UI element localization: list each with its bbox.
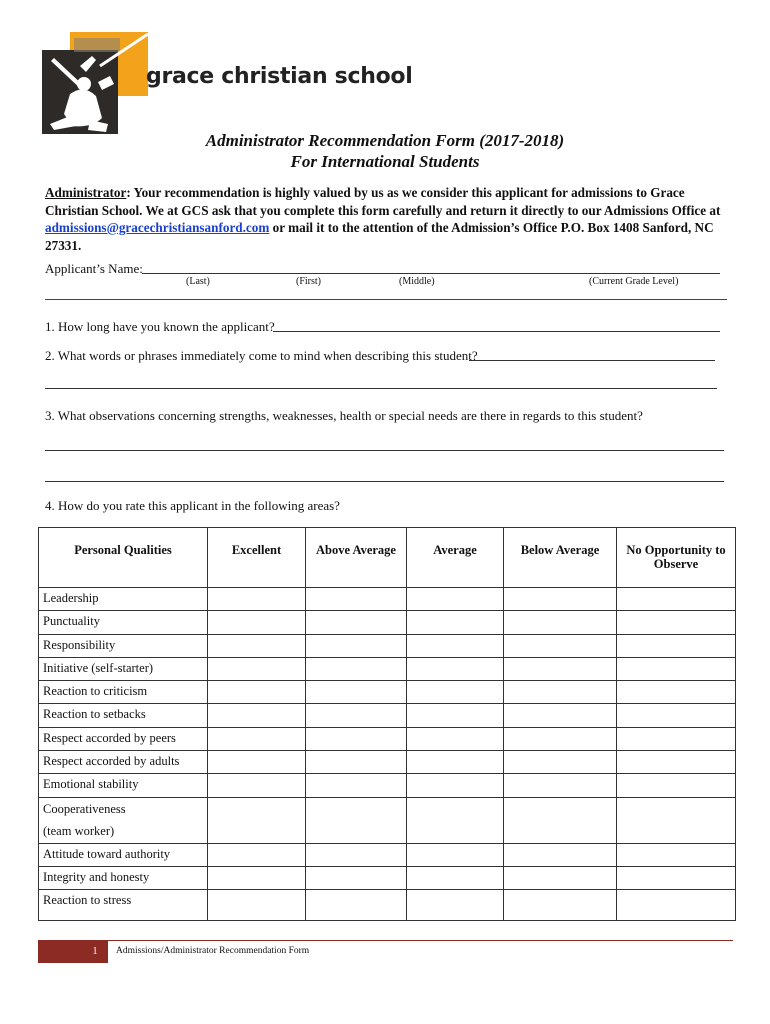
- rating-cell[interactable]: [504, 657, 617, 680]
- table-row: [39, 611, 736, 634]
- cooperativeness-label: Cooperativeness: [43, 801, 126, 816]
- rating-cell[interactable]: [407, 890, 504, 921]
- rating-cell[interactable]: [306, 843, 407, 866]
- quality-label: Punctuality: [39, 611, 208, 634]
- grade-level-caption: (Current Grade Level): [589, 276, 679, 287]
- intro-paragraph: [45, 184, 725, 254]
- table-header-row: [39, 528, 736, 588]
- applicant-name-label: Applicant’s Name:: [45, 261, 143, 276]
- rating-cell[interactable]: [617, 681, 736, 704]
- question-2: 2. What words or phrases immediately come to mind when describing this student?: [45, 348, 478, 363]
- footer-text: Admissions/Administrator Recommendation Form: [116, 946, 310, 956]
- rating-cell[interactable]: [504, 890, 617, 921]
- table-row: [39, 657, 736, 680]
- admissions-email-link[interactable]: admissions@gracechristiansanford.com: [45, 220, 270, 235]
- rating-cell[interactable]: [407, 634, 504, 657]
- table-row: [39, 866, 736, 889]
- quality-label: Emotional stability: [39, 774, 208, 797]
- rating-cell[interactable]: [306, 866, 407, 889]
- last-name-caption: (Last): [186, 276, 210, 287]
- first-name-caption: (First): [296, 276, 321, 287]
- middle-name-caption: (Middle): [399, 276, 435, 287]
- table-row: [39, 634, 736, 657]
- school-name: grace christian school: [146, 64, 413, 89]
- question-3-answer-line-1[interactable]: [45, 450, 724, 451]
- rating-cell[interactable]: [617, 588, 736, 611]
- rating-cell[interactable]: [208, 843, 306, 866]
- question-4: 4. How do you rate this applicant in the following areas?: [45, 498, 340, 513]
- rating-cell[interactable]: [617, 704, 736, 727]
- rating-cell[interactable]: [504, 751, 617, 774]
- rating-cell[interactable]: [617, 843, 736, 866]
- rating-cell[interactable]: [504, 611, 617, 634]
- rating-cell[interactable]: [306, 704, 407, 727]
- question-2-answer-line-2[interactable]: [45, 388, 717, 389]
- form-subtitle: For International Students: [290, 152, 480, 171]
- rating-cell[interactable]: [407, 588, 504, 611]
- rating-cell[interactable]: [407, 843, 504, 866]
- quality-label: Respect accorded by peers: [39, 727, 208, 750]
- rating-cell[interactable]: [617, 634, 736, 657]
- footer-rule: [38, 940, 733, 941]
- header-personal-qualities: Personal Qualities: [39, 528, 208, 588]
- rating-cell[interactable]: [407, 657, 504, 680]
- rating-cell[interactable]: [208, 704, 306, 727]
- rating-cell[interactable]: [306, 681, 407, 704]
- header-no-opportunity: No Opportunity to Observe: [617, 528, 736, 588]
- quality-label: Initiative (self-starter): [39, 657, 208, 680]
- quality-label: Integrity and honesty: [39, 866, 208, 889]
- rating-cell[interactable]: [504, 866, 617, 889]
- rating-cell[interactable]: [504, 727, 617, 750]
- rating-cell[interactable]: [504, 588, 617, 611]
- page-number-box: [38, 941, 108, 963]
- rating-cell[interactable]: [208, 611, 306, 634]
- rating-cell[interactable]: [208, 866, 306, 889]
- rating-cell[interactable]: [617, 751, 736, 774]
- rating-cell[interactable]: [306, 611, 407, 634]
- rating-cell[interactable]: [617, 727, 736, 750]
- header-excellent: Excellent: [208, 528, 306, 588]
- quality-label: Attitude toward authority: [39, 843, 208, 866]
- rating-cell[interactable]: [306, 797, 407, 843]
- section-divider: [45, 299, 727, 300]
- question-2-answer-line[interactable]: [469, 360, 715, 361]
- rating-cell[interactable]: [617, 866, 736, 889]
- rating-cell[interactable]: [208, 751, 306, 774]
- intro-text-1: : Your recommendation is highly valued by us as we consider this applicant for admissions to Grace Christian School. We at GCS ask that you complete this form carefully and return it directly to our Admissions Office at: [45, 185, 721, 218]
- rating-cell[interactable]: [208, 588, 306, 611]
- rating-cell[interactable]: [208, 657, 306, 680]
- form-title: Administrator Recommendation Form (2017-2018): [205, 131, 565, 150]
- cooperativeness-sublabel: (team worker): [43, 823, 115, 838]
- table-row: [39, 588, 736, 611]
- rating-cell[interactable]: [208, 890, 306, 921]
- rating-cell[interactable]: [208, 727, 306, 750]
- header-below-average: Below Average: [504, 528, 617, 588]
- header-above-average: Above Average: [306, 528, 407, 588]
- rating-cell[interactable]: [504, 774, 617, 797]
- table-row: [39, 890, 736, 921]
- rating-cell[interactable]: [306, 774, 407, 797]
- rating-cell[interactable]: [306, 657, 407, 680]
- rating-cell[interactable]: [407, 751, 504, 774]
- table-row: [39, 774, 736, 797]
- intro-text-2: or mail it to the attention of the Admission’s Office P.O. Box 1408 Sanford, NC 27331.: [45, 220, 714, 253]
- rating-cell[interactable]: [306, 890, 407, 921]
- rating-cell[interactable]: [617, 657, 736, 680]
- rating-cell[interactable]: [407, 681, 504, 704]
- quality-label: Respect accorded by adults: [39, 751, 208, 774]
- question-3-answer-line-2[interactable]: [45, 481, 724, 482]
- ratings-table: [38, 527, 736, 921]
- rating-cell[interactable]: [208, 774, 306, 797]
- quality-label: Reaction to criticism: [39, 681, 208, 704]
- rating-cell[interactable]: [504, 681, 617, 704]
- rating-cell[interactable]: [306, 634, 407, 657]
- rating-cell[interactable]: [617, 797, 736, 843]
- rating-cell[interactable]: [504, 797, 617, 843]
- rating-cell[interactable]: [407, 774, 504, 797]
- table-row: [39, 843, 736, 866]
- table-row: [39, 704, 736, 727]
- quality-label: Reaction to setbacks: [39, 704, 208, 727]
- quality-label: Reaction to stress: [39, 890, 208, 921]
- rating-cell[interactable]: [617, 774, 736, 797]
- page-number: 1: [92, 946, 98, 957]
- quality-label: Responsibility: [39, 634, 208, 657]
- rating-cell[interactable]: [208, 634, 306, 657]
- rating-cell[interactable]: [208, 681, 306, 704]
- rating-cell[interactable]: [306, 588, 407, 611]
- rating-cell[interactable]: [504, 704, 617, 727]
- rating-cell[interactable]: [306, 727, 407, 750]
- intro-label: Administrator: [45, 185, 127, 200]
- quality-label: [39, 797, 208, 843]
- rating-cell[interactable]: [504, 634, 617, 657]
- rating-cell[interactable]: [407, 727, 504, 750]
- table-row: [39, 751, 736, 774]
- rating-cell[interactable]: [407, 797, 504, 843]
- applicant-name-field[interactable]: [142, 273, 720, 274]
- question-3: 3. What observations concerning strengths, weaknesses, health or special needs are there in regards to this student?: [45, 408, 643, 423]
- rating-cell[interactable]: [407, 866, 504, 889]
- rating-cell[interactable]: [617, 611, 736, 634]
- table-row: [39, 681, 736, 704]
- rating-cell[interactable]: [617, 890, 736, 921]
- rating-cell[interactable]: [504, 843, 617, 866]
- school-logo: [40, 28, 413, 138]
- question-1: 1. How long have you known the applicant?: [45, 319, 275, 334]
- rating-cell[interactable]: [208, 797, 306, 843]
- rating-cell[interactable]: [306, 751, 407, 774]
- header-average: Average: [407, 528, 504, 588]
- table-row: [39, 797, 736, 843]
- table-row: [39, 727, 736, 750]
- question-1-answer-line[interactable]: [273, 331, 720, 332]
- rating-cell[interactable]: [407, 704, 504, 727]
- quality-label: Leadership: [39, 588, 208, 611]
- rating-cell[interactable]: [407, 611, 504, 634]
